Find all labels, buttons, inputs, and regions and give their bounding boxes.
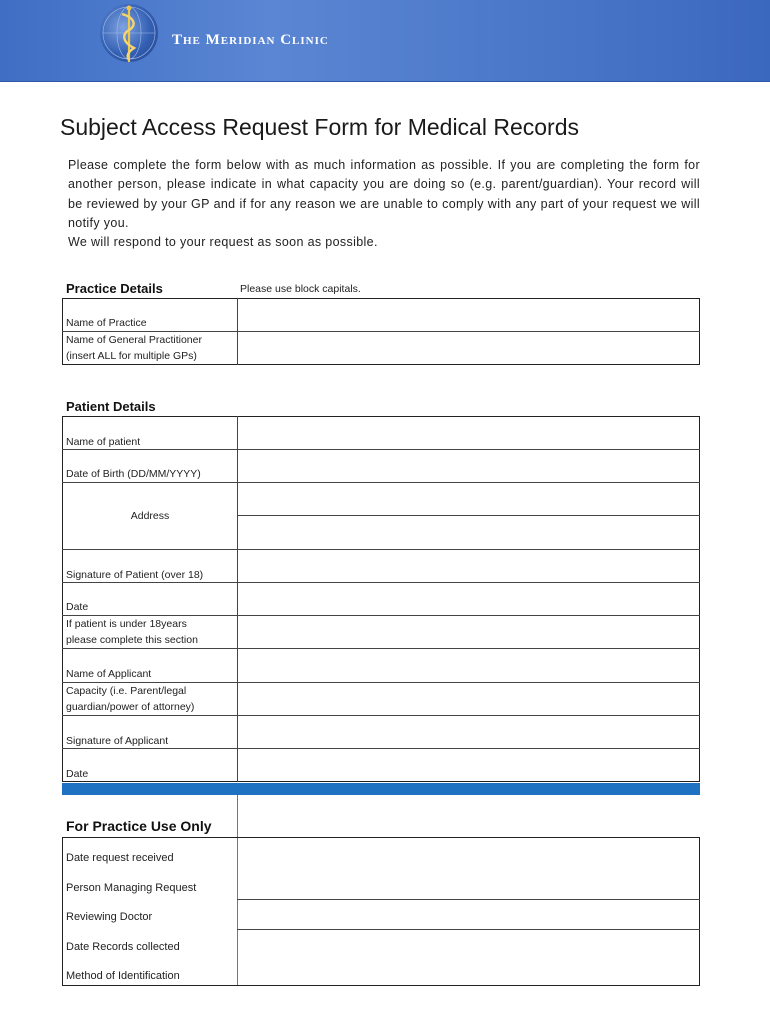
person-managing-label: Person Managing Request [66,882,197,894]
records-collected-label: Date Records collected [66,941,180,953]
applicant-capacity-field[interactable] [240,684,698,714]
address-label: Address [130,510,170,522]
date-received-label: Date request received [66,852,174,864]
applicant-signature-field[interactable] [240,717,698,747]
patient-divider [237,416,238,782]
patient-name-field[interactable] [240,418,698,448]
date-received-field[interactable] [240,839,698,898]
practice-use-heading: For Practice Use Only [66,818,212,834]
caduceus-globe-icon [100,4,158,62]
applicant-name-label: Name of Applicant [66,668,152,680]
reviewing-doctor-field[interactable] [240,901,698,928]
records-collected-field[interactable] [240,931,698,984]
row-line [237,929,700,930]
dob-label: Date of Birth (DD/MM/YYYY) [66,468,201,480]
practice-name-field[interactable] [240,300,698,330]
applicant-signature-label: Signature of Applicant [66,735,169,747]
gp-name-field[interactable] [240,333,698,363]
block-capitals-note: Please use block capitals. [240,283,361,295]
row-line [62,549,700,550]
practice-name-label: Name of Practice [66,317,147,329]
patient-date-field[interactable] [240,584,698,614]
intro-response-note: We will respond to your request as soon as possible. [68,235,378,250]
row-line [62,482,700,483]
address-line-2-field[interactable] [240,517,698,548]
patient-signature-label: Signature of Patient (over 18) [66,569,204,581]
patient-date-label: Date [66,601,89,613]
row-line [62,648,700,649]
reviewing-doctor-label: Reviewing Doctor [66,911,153,923]
patient-details-heading: Patient Details [66,399,156,414]
patient-name-label: Name of patient [66,436,141,448]
intro-text [68,156,700,252]
section-separator-bar [62,783,700,795]
applicant-date-field[interactable] [240,750,698,781]
gp-name-label: Name of General Practitioner (insert ALL for multiple GPs) [66,334,202,362]
practice-details-heading: Practice Details [66,281,163,296]
identification-method-label: Method of Identification [66,970,180,982]
row-line [62,715,700,716]
address-row-line [237,515,700,516]
applicant-capacity-label: Capacity (i.e. Parent/legal guardian/power of attorney) [66,685,195,713]
page-title: Subject Access Request Form for Medical Records [60,114,579,140]
intro-paragraph: Please complete the form below with as much information as possible. If you are completing the form for another person, please indicate in what capacity you are doing so (e.g. parent/guardian). Your record will be reviewed by your GP and if for any reason we are unable to comply with any part of your request we will notify you. [68,158,700,230]
applicant-name-field[interactable] [240,650,698,681]
header-banner [0,0,770,82]
under-18-note: If patient is under 18years please complete this section [66,618,198,646]
applicant-date-label: Date [66,768,89,780]
row-line [237,899,700,900]
patient-signature-field[interactable] [240,551,698,581]
clinic-name: The Meridian Clinic [172,32,329,48]
address-line-1-field[interactable] [240,484,698,514]
row-line [62,449,700,450]
dob-field[interactable] [240,451,698,481]
